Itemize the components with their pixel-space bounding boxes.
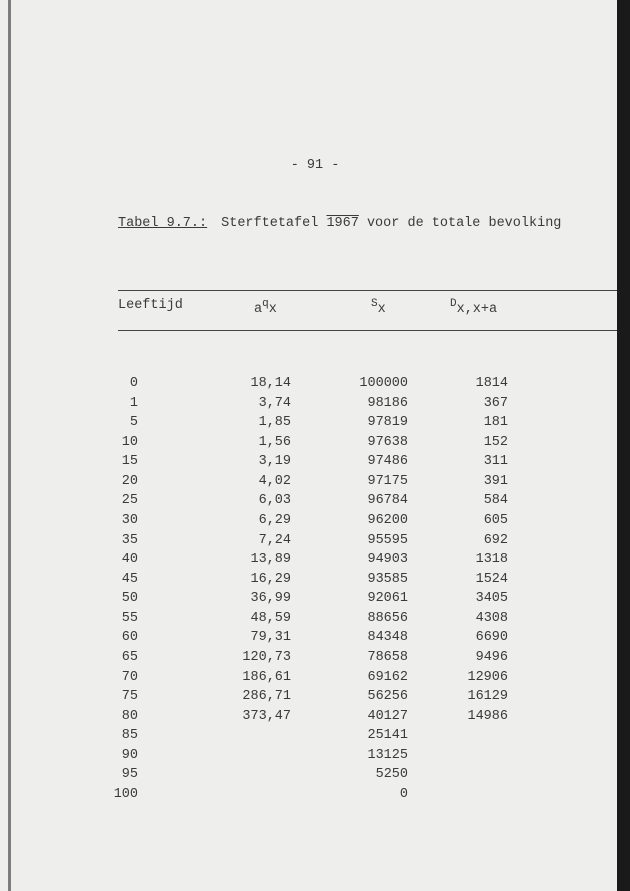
cell-sx: 97486: [367, 454, 408, 470]
cell-dx: 584: [483, 493, 508, 509]
cell-dx: 16129: [467, 689, 508, 705]
cell-sx: 95595: [367, 532, 408, 548]
table-header-rule: [118, 330, 617, 331]
header-aqx: [254, 298, 277, 317]
table-row: [0, 533, 630, 552]
cell-aqx: 79,31: [250, 630, 291, 646]
cell-dx: 12906: [467, 669, 508, 685]
cell-sx: 100000: [359, 376, 408, 391]
header-sx-sup: S: [371, 298, 378, 310]
cell-age: 40: [121, 552, 138, 568]
header-dx-sub: x,x+a: [456, 302, 498, 317]
cell-dx: 1814: [475, 376, 508, 391]
cell-sx: 96200: [367, 512, 408, 528]
header-dx-sup: D: [450, 298, 457, 310]
cell-age: 60: [121, 630, 138, 646]
table-row: [0, 630, 630, 649]
cell-aqx: 1,56: [258, 434, 291, 450]
cell-age: 0: [129, 376, 138, 391]
table-row: [0, 767, 630, 786]
cell-sx: 5250: [375, 767, 408, 783]
cell-age: 20: [121, 473, 138, 489]
cell-aqx: 16,29: [250, 571, 291, 587]
cell-age: 100: [113, 786, 138, 802]
cell-sx: 0: [399, 786, 408, 802]
table-row: [0, 435, 630, 454]
title-text-before: Sterftetafel: [221, 216, 327, 231]
table-row: [0, 748, 630, 767]
cell-aqx: 3,74: [258, 395, 291, 411]
cell-age: 80: [121, 708, 138, 724]
cell-age: 10: [121, 434, 138, 450]
cell-dx: 181: [483, 415, 508, 431]
table-row: [0, 611, 630, 630]
table-row: [0, 513, 630, 532]
cell-sx: 93585: [367, 571, 408, 587]
header-age: Leeftijd: [118, 298, 183, 313]
cell-aqx: 186,61: [242, 669, 291, 685]
table-row: [0, 670, 630, 689]
cell-sx: 97175: [367, 473, 408, 489]
cell-aqx: 286,71: [242, 689, 291, 705]
table-row: [0, 415, 630, 434]
table-label: Tabel 9.7.:: [118, 216, 208, 231]
cell-sx: 92061: [367, 591, 408, 607]
table-row: [0, 787, 630, 806]
cell-age: 70: [121, 669, 138, 685]
cell-dx: 3405: [475, 591, 508, 607]
cell-age: 30: [121, 512, 138, 528]
cell-sx: 97638: [367, 434, 408, 450]
table-title: [118, 216, 561, 231]
cell-dx: 1318: [475, 552, 508, 568]
table-row: [0, 552, 630, 571]
cell-sx: 97819: [367, 415, 408, 431]
cell-age: 85: [121, 728, 138, 744]
cell-sx: 84348: [367, 630, 408, 646]
cell-sx: 13125: [367, 747, 408, 763]
cell-aqx: 18,14: [250, 376, 291, 391]
cell-sx: 94903: [367, 552, 408, 568]
cell-aqx: 48,59: [250, 610, 291, 626]
cell-age: 15: [121, 454, 138, 470]
header-aqx-sub: x: [268, 302, 277, 317]
cell-aqx: 6,29: [258, 512, 291, 528]
cell-age: 25: [121, 493, 138, 509]
cell-age: 75: [121, 689, 138, 705]
cell-aqx: 1,85: [258, 415, 291, 431]
title-year: 1967: [326, 216, 359, 231]
table-row: [0, 376, 630, 395]
cell-dx: 1524: [475, 571, 508, 587]
cell-aqx: 13,89: [250, 552, 291, 568]
cell-age: 35: [121, 532, 138, 548]
cell-age: 65: [121, 649, 138, 665]
table-row: [0, 728, 630, 747]
cell-sx: 98186: [367, 395, 408, 411]
header-sx: [371, 298, 386, 317]
page-number: - 91 -: [290, 158, 340, 173]
cell-dx: 692: [483, 532, 508, 548]
cell-age: 5: [129, 415, 138, 431]
table-row: [0, 474, 630, 493]
table-row: [0, 591, 630, 610]
table-top-rule: [118, 290, 617, 291]
cell-dx: 311: [483, 454, 508, 470]
cell-age: 1: [129, 395, 138, 411]
cell-age: 45: [121, 571, 138, 587]
cell-dx: 367: [483, 395, 508, 411]
cell-aqx: 6,03: [258, 493, 291, 509]
cell-sx: 69162: [367, 669, 408, 685]
cell-dx: 391: [483, 473, 508, 489]
cell-dx: 605: [483, 512, 508, 528]
cell-dx: 4308: [475, 610, 508, 626]
title-text-after: voor de totale bevolking: [358, 216, 562, 231]
cell-dx: 6690: [475, 630, 508, 646]
table-row: [0, 454, 630, 473]
table-row: [0, 493, 630, 512]
cell-sx: 56256: [367, 689, 408, 705]
cell-age: 50: [121, 591, 138, 607]
cell-aqx: 373,47: [242, 708, 291, 724]
cell-sx: 25141: [367, 728, 408, 744]
cell-age: 55: [121, 610, 138, 626]
header-aqx-pre: a: [254, 302, 263, 317]
cell-aqx: 36,99: [250, 591, 291, 607]
cell-dx: 152: [483, 434, 508, 450]
cell-age: 95: [121, 767, 138, 783]
cell-aqx: 120,73: [242, 649, 291, 665]
cell-sx: 96784: [367, 493, 408, 509]
cell-aqx: 3,19: [258, 454, 291, 470]
cell-sx: 78658: [367, 649, 408, 665]
cell-dx: 9496: [475, 649, 508, 665]
cell-aqx: 7,24: [258, 532, 291, 548]
cell-aqx: 4,02: [258, 473, 291, 489]
cell-age: 90: [121, 747, 138, 763]
header-dx: [450, 298, 497, 317]
table-row: [0, 689, 630, 708]
cell-dx: 14986: [467, 708, 508, 724]
table-row: [0, 709, 630, 728]
table-row: [0, 396, 630, 415]
table-row: [0, 572, 630, 591]
cell-sx: 40127: [367, 708, 408, 724]
cell-sx: 88656: [367, 610, 408, 626]
table-row: [0, 650, 630, 669]
header-sx-sub: x: [377, 302, 386, 317]
header-aqx-sup: q: [262, 298, 269, 310]
